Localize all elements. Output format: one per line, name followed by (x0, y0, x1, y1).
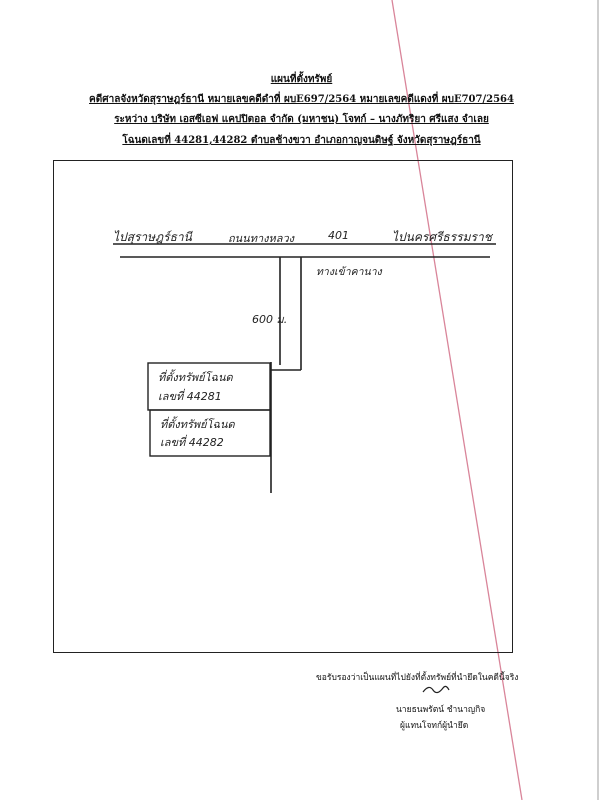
parcel-44281-number: เลขที่ 44281 (158, 390, 222, 403)
to-nakhon-label: ไปนครศรีธรรมราช (392, 230, 492, 244)
highway-number: 401 (328, 229, 349, 242)
signer-role: ผู้แทนโจทก์ผู้นำยึด (400, 721, 469, 731)
to-suratthani-label: ไปสุราษฎร์ธานี (113, 230, 192, 244)
access-road-label: ทางเข้าคานาง (316, 266, 382, 278)
parcel-44282-number: เลขที่ 44282 (160, 436, 224, 449)
certification-text: ขอรับรองว่าเป็นแผนที่ไปยังที่ตั้งทรัพย์ที่นำยึดในคดีนี้จริง (316, 673, 519, 683)
signer-name: นายธนพรัตน์ ชำนาญกิจ (396, 705, 486, 715)
case-number-line: คดีศาลจังหวัดสุราษฎร์ธานี หมายเลขคดีดำที่ ผบE697/2564 หมายเลขคดีแดงที่ ผบE707/2564 (89, 94, 514, 105)
highway-label: ถนนทางหลวง (228, 232, 295, 245)
deed-line: โฉนดเลขที่ 44281,44282 ตำบลช้างขวา อำเภอกาญจนดิษฐ์ จังหวัดสุราษฎร์ธานี (122, 135, 481, 146)
document-title: แผนที่ตั้งทรัพย์ (270, 74, 333, 85)
parcel-44282-label: ที่ตั้งทรัพย์โฉนด (160, 418, 235, 431)
distance-label: 600 ม. (252, 313, 288, 326)
signature-mark (423, 686, 449, 692)
parties-line: ระหว่าง บริษัท เอสซีเอฟ แคปปิตอล จำกัด (มหาชน) โจทก์ – นางภัทริยา ศรีแสง จำเลย (114, 114, 489, 125)
parcel-44281-label: ที่ตั้งทรัพย์โฉนด (158, 371, 233, 384)
